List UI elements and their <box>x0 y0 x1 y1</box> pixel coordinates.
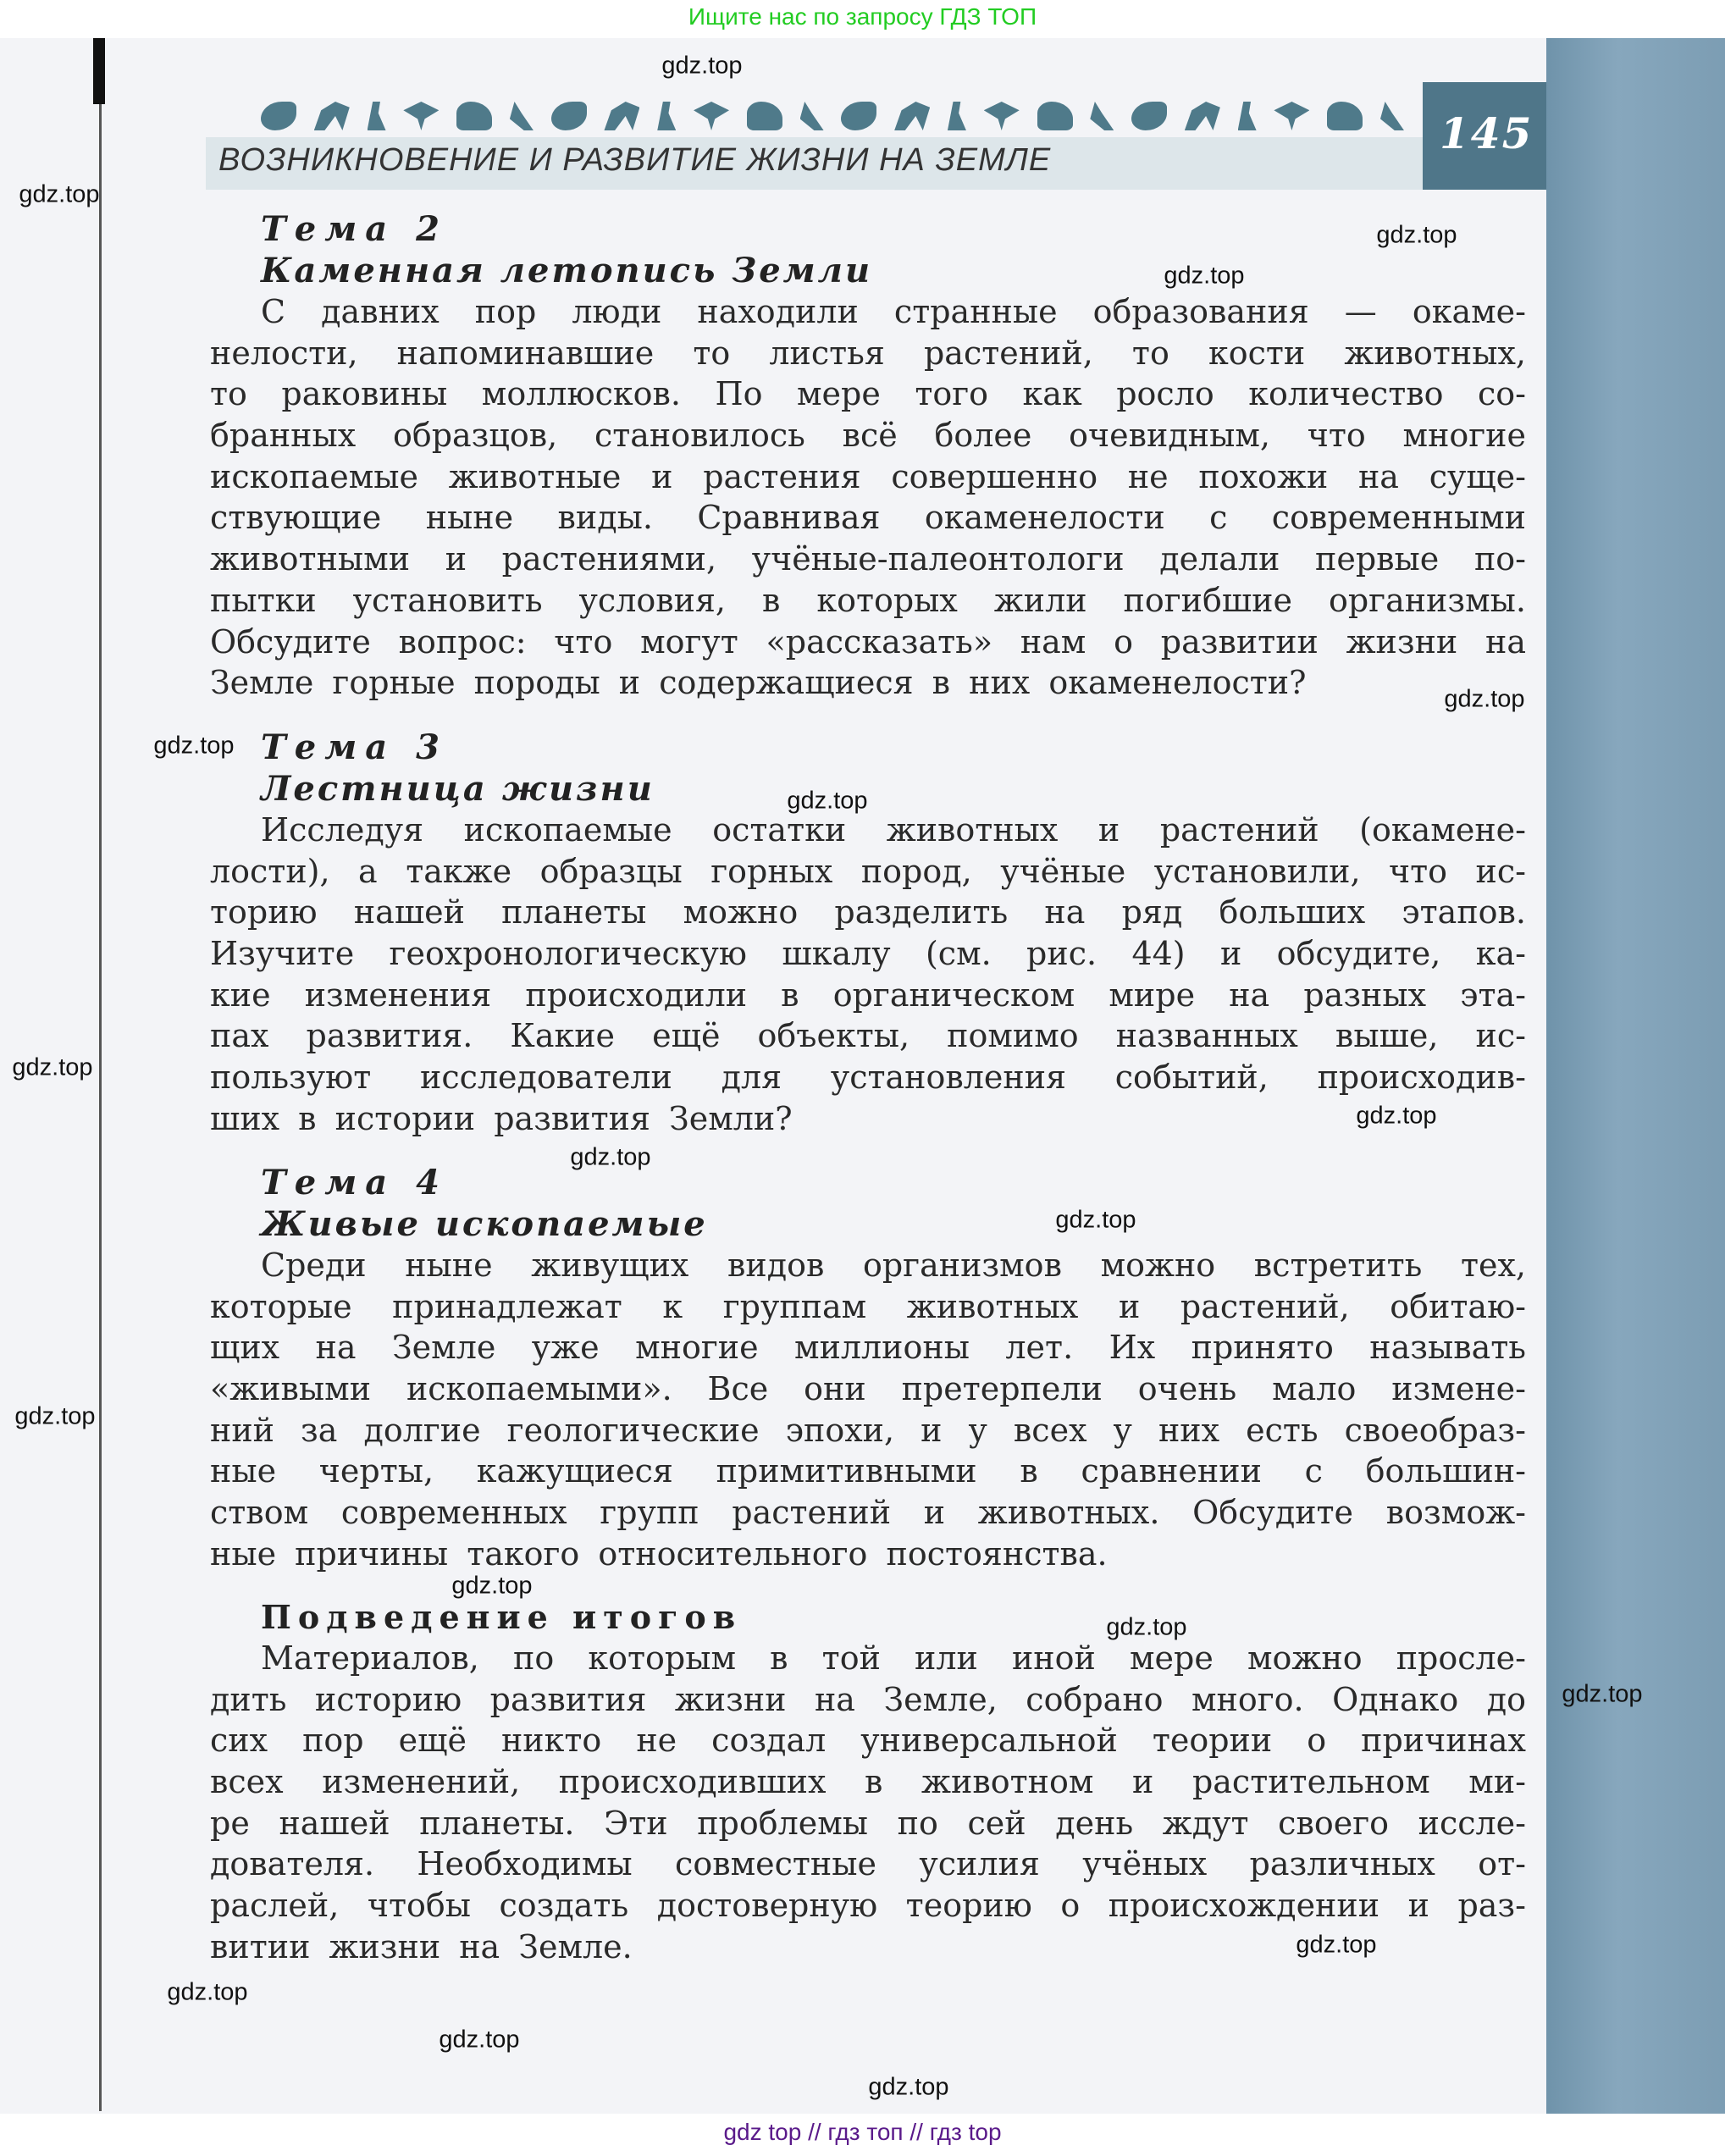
paragraph-line: щих на Земле уже многие миллионы лет. Их принято называть <box>210 1329 1526 1367</box>
animal-silhouette-icon <box>747 102 782 130</box>
animal-silhouette-icon <box>510 102 534 130</box>
paragraph-line: которые принадлежат к группам животных и растений, обитаю- <box>210 1287 1526 1325</box>
animal-silhouette-icon <box>1131 102 1167 130</box>
paragraph-line: ний за долгие геологические эпохи, и у всех у них есть своеобраз- <box>210 1411 1526 1449</box>
paragraph-line: ствующие ныне виды. Сравнивая окаменелости с современными <box>210 499 1526 537</box>
watermark: gdz.top <box>153 732 235 760</box>
animal-silhouette-icon <box>403 102 439 130</box>
topic-label: Тема 4 <box>261 1163 448 1202</box>
animal-silhouette-icon <box>551 102 587 130</box>
paragraph-line: Исследуя ископаемые остатки животных и растений (окамене- <box>261 811 1526 849</box>
animal-silhouette-icon <box>1380 102 1404 130</box>
animal-silhouette-icon <box>456 102 492 130</box>
paragraph-line: торию нашей планеты можно разделить на ряд больших этапов. <box>210 893 1526 932</box>
animal-silhouette-icon <box>1327 102 1363 130</box>
animal-silhouette-icon <box>1274 102 1309 130</box>
watermark: gdz.top <box>868 2073 949 2101</box>
watermark: gdz.top <box>1055 1206 1136 1234</box>
paragraph-line: ре нашей планеты. Эти проблемы по сей день ждут своего иссле- <box>210 1804 1526 1842</box>
summary-title: Подведение итогов <box>261 1598 743 1636</box>
chapter-title: ВОЗНИКНОВЕНИЕ И РАЗВИТИЕ ЖИЗНИ НА ЗЕМЛЕ <box>218 142 1052 178</box>
page-number: 145 <box>1440 108 1534 158</box>
animal-silhouette-icon <box>1037 102 1073 130</box>
paragraph-line: всех изменений, происходивших в животном и растительном ми- <box>210 1763 1526 1801</box>
paragraph-line: кие изменения происходили в органическом мире на разных эта- <box>210 976 1526 1014</box>
watermark: gdz.top <box>1562 1680 1643 1708</box>
topic-section <box>210 208 1526 704</box>
topic-label: Тема 2 <box>261 209 448 249</box>
paragraph-line: то раковины моллюсков. По мере того как росло количество со- <box>210 375 1526 413</box>
animal-silhouette-icon <box>261 102 296 130</box>
animal-silhouette-icon <box>604 102 639 130</box>
animal-silhouette-icon <box>984 102 1020 130</box>
topic-label: Тема 3 <box>261 727 448 767</box>
summary-section <box>210 1596 1526 1968</box>
paragraph-line: нелости, напоминавшие то листья растений, то кости животных, <box>210 334 1526 372</box>
animal-silhouette-icon <box>368 102 386 130</box>
watermark: gdz.top <box>1356 1102 1437 1130</box>
footer-banner: gdz top // гдз топ // гдз top <box>723 2119 1002 2145</box>
animal-silhouette-icon <box>314 102 350 130</box>
paragraph-line: ископаемые животные и растения совершенно не похожи на суще- <box>210 457 1526 495</box>
animal-silhouette-icon <box>841 102 876 130</box>
topic-title: Живые ископаемые <box>261 1204 708 1244</box>
animal-silhouettes-row <box>261 91 1404 130</box>
paragraph-line: пользуют исследователи для установления событий, происходив- <box>210 1059 1526 1097</box>
margin-line <box>99 104 102 2111</box>
topic-section <box>210 727 1526 1140</box>
animal-silhouette-icon <box>948 102 966 130</box>
paragraph-line: сих пор ещё никто не создал универсальной теории о причинах <box>210 1722 1526 1760</box>
paragraph-line: раслей, чтобы создать достоверную теорию о происхождении и раз- <box>210 1887 1526 1925</box>
animal-silhouette-icon <box>1185 102 1220 130</box>
paragraph-line: дователя. Необходимы совместные усилия учёных различных от- <box>210 1845 1526 1883</box>
watermark: gdz.top <box>570 1143 651 1171</box>
page-edge-band <box>1546 38 1725 2114</box>
watermark: gdz.top <box>1296 1931 1377 1959</box>
topic-title: Каменная летопись Земли <box>261 251 873 290</box>
watermark: gdz.top <box>661 52 743 80</box>
paragraph-line: пытки установить условия, в которых жили погибшие организмы. <box>210 581 1526 619</box>
paragraph-line: пах развития. Какие ещё объекты, помимо названных выше, ис- <box>210 1017 1526 1055</box>
search-banner: Ищите нас по запросу ГДЗ ТОП <box>688 3 1037 30</box>
watermark: gdz.top <box>19 180 100 208</box>
watermark: gdz.top <box>1164 262 1245 290</box>
topic-title: Лестница жизни <box>261 769 655 809</box>
watermark: gdz.top <box>451 1572 533 1600</box>
paragraph-line: ные черты, кажущиеся примитивными в сравнении с большин- <box>210 1452 1526 1490</box>
paragraph-line: ством современных групп растений и животных. Обсудите возмож- <box>210 1494 1526 1532</box>
paragraph-line: Материалов, по которым в той или иной мере можно просле- <box>261 1639 1526 1677</box>
watermark: gdz.top <box>12 1053 93 1081</box>
paragraph-line: «живыми ископаемыми». Все они претерпели очень мало измене- <box>210 1370 1526 1408</box>
animal-silhouette-icon <box>800 102 824 130</box>
watermark: gdz.top <box>1444 685 1525 713</box>
paragraph-line: бранных образцов, становилось всё более очевидным, что многие <box>210 417 1526 455</box>
animal-silhouette-icon <box>1238 102 1257 130</box>
paragraph-line: С давних пор люди находили странные образования — окаме- <box>261 293 1526 330</box>
paragraph-line: ших в истории развития Земли? <box>210 1099 793 1137</box>
paragraph-line: лости), а также образцы горных пород, учёные установили, что ис- <box>210 852 1526 890</box>
paragraph-line: Среди ныне живущих видов организмов можно встретить тех, <box>261 1247 1526 1284</box>
watermark: gdz.top <box>1106 1613 1187 1641</box>
topic-section <box>210 1162 1526 1575</box>
animal-silhouette-icon <box>894 102 930 130</box>
animal-silhouette-icon <box>657 102 676 130</box>
watermark: gdz.top <box>787 787 868 815</box>
binding-mark <box>93 38 105 104</box>
animal-silhouette-icon <box>694 102 729 130</box>
paragraph-line: животными и растениями, учёные-палеонтологи делали первые по- <box>210 540 1526 578</box>
paragraph-line: витии жизни на Земле. <box>210 1927 633 1965</box>
animal-silhouette-icon <box>1090 102 1114 130</box>
paragraph-line: дить историю развития жизни на Земле, собрано много. Однако до <box>210 1680 1526 1718</box>
paragraph-line: Обсудите вопрос: что могут «рассказать» нам о развитии жизни на <box>210 622 1526 661</box>
paragraph-line: Земле горные породы и содержащиеся в них окаменелости? <box>210 664 1307 702</box>
watermark: gdz.top <box>167 1978 248 2006</box>
watermark: gdz.top <box>1376 221 1457 249</box>
paragraph-line: ные причины такого относительного постоянства. <box>210 1534 1108 1573</box>
paragraph-line: Изучите геохронологическую шкалу (см. рис. 44) и обсудите, ка- <box>210 935 1526 973</box>
watermark: gdz.top <box>439 2026 520 2054</box>
watermark: gdz.top <box>14 1402 96 1430</box>
